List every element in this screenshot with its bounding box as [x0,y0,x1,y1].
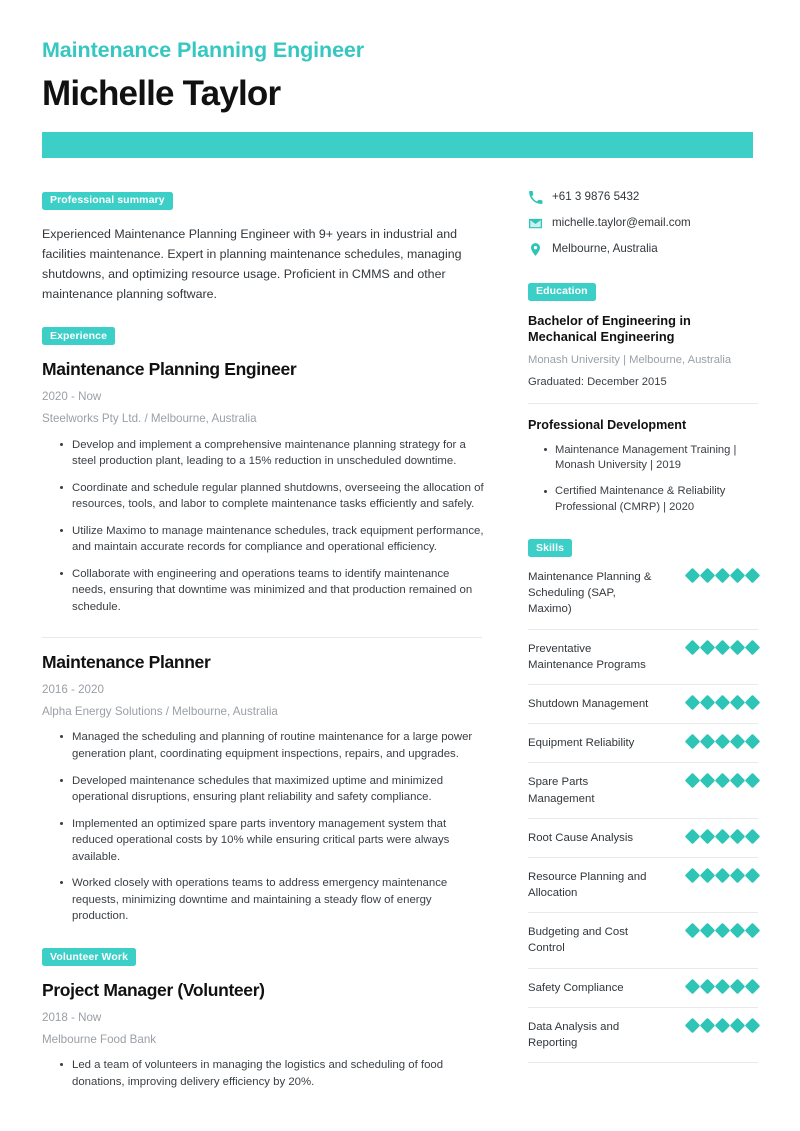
experience-role: Maintenance Planning Engineer [42,359,297,380]
skill-row [528,557,758,630]
education-graduated: Graduated: December 2015 [528,375,667,388]
rating-diamond-icon [730,1018,746,1034]
rating-diamond-icon [715,639,731,655]
rating-diamond-icon [715,978,731,994]
rating-diamond-icon [685,734,701,750]
badge-professional-summary: Professional summary [42,192,173,210]
skill-rating [687,869,758,881]
section-education [528,281,758,389]
badge-education: Education [528,283,596,301]
skill-rating [687,641,758,653]
rating-diamond-icon [715,568,731,584]
rating-diamond-icon [685,923,701,939]
badge-volunteer-work: Volunteer Work [42,948,136,966]
rating-diamond-icon [685,978,701,994]
experience-bullet: Coordinate and schedule regular planned shutdowns, overseeing the allocation of resources, tools, and labor to complete maintenance tasks efficiently and safely. [60,480,484,513]
rating-diamond-icon [715,923,731,939]
experience-bullet: Utilize Maximo to manage maintenance schedules, track equipment performance, and maintain accurate records for compliance and operational efficiency. [60,523,484,556]
rating-diamond-icon [715,773,731,789]
contact-phone-value: +61 3 9876 5432 [552,190,640,204]
section-volunteer-work [42,947,484,1091]
rating-diamond-icon [685,868,701,884]
rating-diamond-icon [715,695,731,711]
rating-diamond-icon [730,695,746,711]
contact-email-value: michelle.taylor@email.com [552,216,691,230]
skill-name: Root Cause Analysis [528,831,634,844]
skills-list [528,557,758,1063]
skill-name: Equipment Reliability [528,737,635,750]
rating-diamond-icon [700,978,716,994]
rating-diamond-icon [730,868,746,884]
rating-diamond-icon [745,734,761,750]
contact-list [528,190,758,257]
experience-dates: 2020 - Now [42,390,102,404]
rating-diamond-icon [715,868,731,884]
skill-row [528,763,758,818]
skill-name: Budgeting and Cost Control [528,926,629,955]
experience-company: Steelworks Pty Ltd. / Melbourne, Australia [42,412,257,426]
professional-development-title: Professional Development [528,418,687,433]
experience-bullet: Worked closely with operations teams to address emergency maintenance requests, minimizing downtime and maintaining a steady flow of energy production. [60,875,484,925]
volunteer-item [42,980,484,1090]
rating-diamond-icon [715,1018,731,1034]
contact-location-value: Melbourne, Australia [552,242,658,256]
header-full-name: Michelle Taylor [42,73,281,113]
experience-company: Alpha Energy Solutions / Melbourne, Australia [42,705,278,719]
rating-diamond-icon [745,868,761,884]
skill-rating [687,1019,758,1031]
section-professional-development [528,417,758,515]
volunteer-company: Melbourne Food Bank [42,1033,157,1047]
skill-row [528,858,758,913]
experience-bullet: Managed the scheduling and planning of routine maintenance for a large power generation plant, coordinating equipment inspections, repairs, and upgrades. [60,729,484,762]
rating-diamond-icon [700,868,716,884]
rating-diamond-icon [730,639,746,655]
education-divider [528,403,758,404]
right-column [528,158,758,1063]
rating-diamond-icon [715,828,731,844]
experience-dates: 2016 - 2020 [42,683,104,697]
experience-divider [42,637,482,638]
section-skills [528,538,758,1064]
volunteer-bullets [42,1057,484,1090]
volunteer-bullet: Led a team of volunteers in managing the logistics and scheduling of food donations, improving delivery efficiency by 20%. [60,1057,484,1090]
skill-rating [687,830,758,842]
rating-diamond-icon [700,695,716,711]
skill-rating [687,569,758,581]
rating-diamond-icon [685,568,701,584]
rating-diamond-icon [700,773,716,789]
header-job-title: Maintenance Planning Engineer [42,38,365,62]
volunteer-dates: 2018 - Now [42,1011,102,1025]
rating-diamond-icon [685,828,701,844]
rating-diamond-icon [730,828,746,844]
experience-bullets [42,729,484,924]
resume-header [0,0,800,158]
rating-diamond-icon [700,923,716,939]
experience-bullet: Collaborate with engineering and operations teams to identify maintenance needs, ensuring that downtime was minimized and that production remained on schedule. [60,566,484,616]
skill-row [528,969,758,1008]
rating-diamond-icon [745,568,761,584]
rating-diamond-icon [745,639,761,655]
professional-summary-text: Experienced Maintenance Planning Engineer with 9+ years in industrial and facilities maintenance. Expert in planning maintenance schedules, managing shutdowns, and optimizing resource usage. Proficient in CMMS and other maintenance planning software. [42,226,462,301]
skill-name: Preventative Maintenance Programs [528,642,646,671]
rating-diamond-icon [685,639,701,655]
email-icon [528,216,543,231]
section-professional-summary [42,190,484,304]
rating-diamond-icon [730,978,746,994]
education-institution: Monash University | Melbourne, Australia [528,354,732,367]
volunteer-role: Project Manager (Volunteer) [42,980,265,1001]
rating-diamond-icon [745,1018,761,1034]
rating-diamond-icon [685,695,701,711]
skill-rating [687,774,758,786]
badge-experience: Experience [42,327,115,345]
experience-bullet: Developed maintenance schedules that maximized uptime and minimized operational disruptions, ensuring plant reliability and safety compliance. [60,773,484,806]
experience-item [42,652,484,924]
rating-diamond-icon [730,923,746,939]
skill-rating [687,696,758,708]
rating-diamond-icon [685,773,701,789]
education-degree: Bachelor of Engineering in Mechanical Engineering [528,312,691,345]
experience-item [42,359,484,615]
contact-email[interactable] [528,216,758,231]
rating-diamond-icon [700,828,716,844]
experience-bullets [42,437,484,616]
left-column [42,158,484,1090]
rating-diamond-icon [745,923,761,939]
skill-name: Maintenance Planning & Scheduling (SAP, Maximo) [528,571,652,616]
rating-diamond-icon [715,734,731,750]
phone-icon [528,190,543,205]
skill-row [528,724,758,763]
rating-diamond-icon [700,568,716,584]
header-accent-bar [42,132,753,158]
rating-diamond-icon [730,734,746,750]
rating-diamond-icon [730,773,746,789]
rating-diamond-icon [745,773,761,789]
rating-diamond-icon [700,1018,716,1034]
badge-skills: Skills [528,539,572,557]
experience-role: Maintenance Planner [42,652,211,673]
rating-diamond-icon [745,828,761,844]
skill-name: Safety Compliance [528,981,624,994]
location-icon [528,242,543,257]
experience-bullet: Develop and implement a comprehensive maintenance planning strategy for a steel production plant, leading to a 15% reduction in unscheduled downtime. [60,437,484,470]
skill-row [528,913,758,968]
skill-name: Resource Planning and Allocation [528,870,647,900]
skill-row [528,630,758,685]
rating-diamond-icon [745,695,761,711]
professional-development-item: Certified Maintenance & Reliability Professional (CMRP) | 2020 [544,484,758,515]
skill-rating [687,924,758,936]
rating-diamond-icon [700,639,716,655]
skill-name: Shutdown Management [528,697,649,710]
skill-rating [687,735,758,747]
skill-name: Data Analysis and Reporting [528,1020,620,1049]
section-experience [42,326,484,925]
rating-diamond-icon [700,734,716,750]
skill-name: Spare Parts Management [528,776,595,805]
skill-row [528,685,758,724]
resume-body [0,158,800,1090]
rating-diamond-icon [685,1018,701,1034]
rating-diamond-icon [745,978,761,994]
rating-diamond-icon [730,568,746,584]
contact-phone[interactable] [528,190,758,205]
professional-development-list [528,443,758,516]
skill-row [528,1008,758,1063]
experience-bullet: Implemented an optimized spare parts inventory management system that reduced operational costs by 10% while ensuring critical parts were always available. [60,816,484,866]
skill-row [528,819,758,858]
professional-development-item: Maintenance Management Training | Monash University | 2019 [544,443,758,474]
contact-location[interactable] [528,242,758,257]
skill-rating [687,980,758,992]
